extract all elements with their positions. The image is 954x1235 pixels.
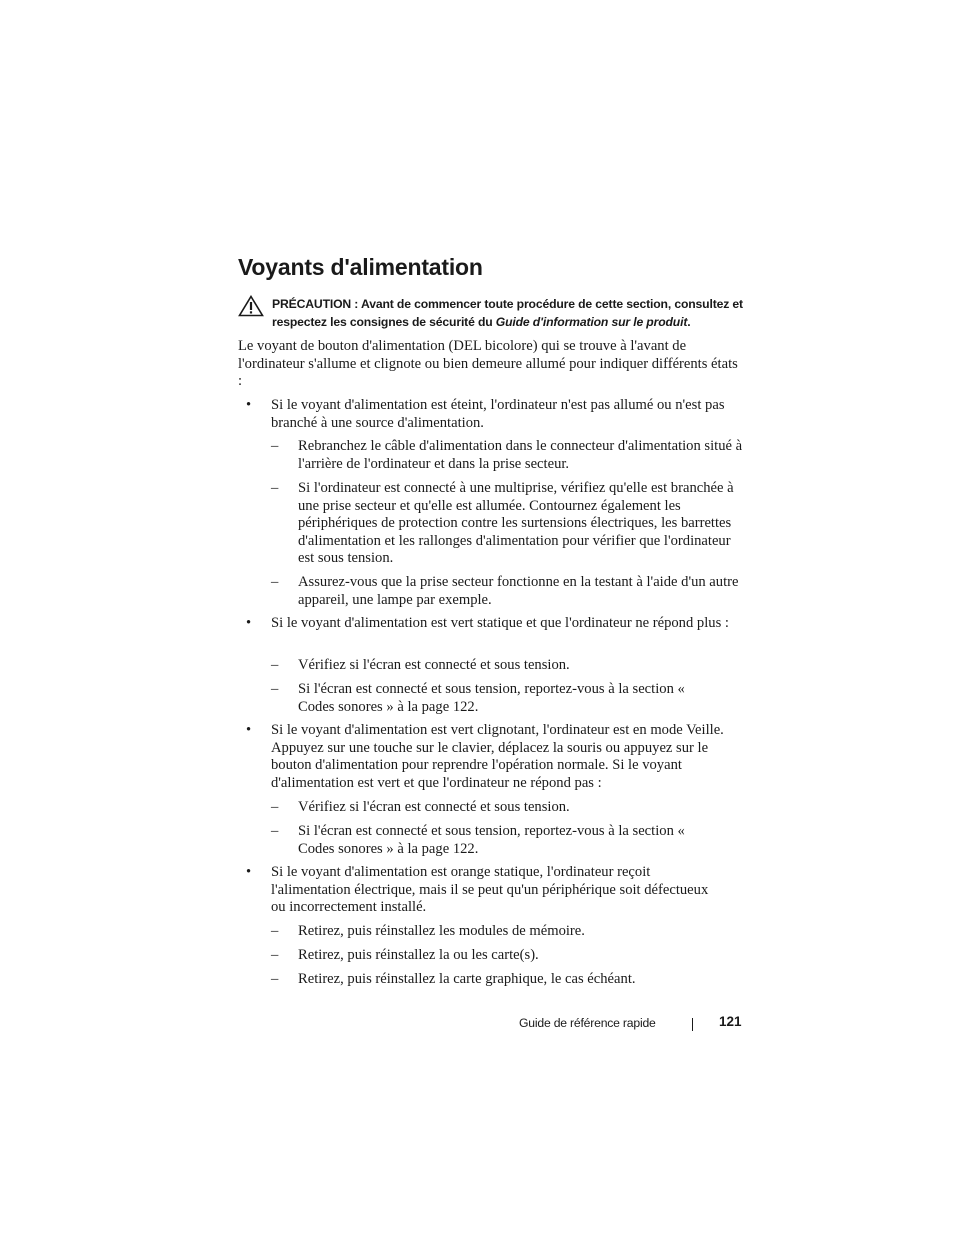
- bullet-marker: •: [246, 615, 252, 631]
- sub-list-item: Retirez, puis réinstallez la ou les carte(s).: [298, 947, 539, 963]
- bullet-marker: •: [246, 397, 252, 413]
- dash-marker: –: [271, 681, 279, 697]
- intro-paragraph: Le voyant de bouton d'alimentation (DEL bicolore) qui se trouve à l'avant de l'ordinateur s'allume et clignote ou bien demeure allumé pour indiquer différents états :: [238, 338, 738, 390]
- dash-marker: –: [271, 947, 279, 963]
- caution-notice: [238, 295, 748, 331]
- sub-list-item: Si l'écran est connecté et sous tension, reportez-vous à la section « Codes sonores » à la page 122.: [298, 823, 685, 857]
- warning-triangle-icon: [238, 295, 264, 317]
- caution-body: Avant de commencer toute procédure de cette section, consultez et respectez les consignes de sécurité du: [272, 297, 743, 329]
- bullet-marker: •: [246, 722, 252, 738]
- caution-end: .: [687, 315, 691, 329]
- list-item: Si le voyant d'alimentation est vert clignotant, l'ordinateur est en mode Veille. Appuyez sur une touche sur le clavier, déplacez la souris ou appuyez sur le bouton d'alimentation pour reprendre l'opération normale. Si le voyant d'alimentation est vert et que l'ordinateur ne répond pas :: [271, 722, 724, 791]
- list-item: Si le voyant d'alimentation est vert statique et que l'ordinateur ne répond plus :: [271, 615, 729, 631]
- sub-list-item: Vérifiez si l'écran est connecté et sous tension.: [298, 657, 570, 673]
- sub-list-item: Retirez, puis réinstallez les modules de mémoire.: [298, 923, 585, 939]
- sub-list-item: Si l'ordinateur est connecté à une multiprise, vérifiez qu'elle est branchée à une prise secteur et qu'elle est allumée. Contournez également les périphériques de protection contre les surtensions électriques, les barrettes d'alimentation et les rallonges d'alimentation pour vérifier que l'ordinateur est sous tension.: [298, 480, 734, 567]
- list-item: Si le voyant d'alimentation est orange statique, l'ordinateur reçoit l'alimentation électrique, mais il se peut qu'un périphérique soit défectueux ou incorrectement installé.: [271, 864, 709, 916]
- dash-marker: –: [271, 574, 279, 590]
- footer-guide-label: Guide de référence rapide: [519, 1016, 656, 1030]
- caution-text: [272, 295, 748, 331]
- dash-marker: –: [271, 438, 279, 454]
- dash-marker: –: [271, 971, 279, 987]
- dash-marker: –: [271, 923, 279, 939]
- sub-list-item: Retirez, puis réinstallez la carte graphique, le cas échéant.: [298, 971, 636, 987]
- guide-name: Guide d'information sur le produit: [495, 315, 688, 329]
- caution-label: PRÉCAUTION :: [272, 297, 359, 311]
- dash-marker: –: [271, 657, 279, 673]
- sub-list-item: Assurez-vous que la prise secteur fonctionne en la testant à l'aide d'un autre appareil, une lampe par exemple.: [298, 574, 739, 608]
- page-title: Voyants d'alimentation: [238, 254, 483, 280]
- footer-divider: [692, 1018, 693, 1031]
- dash-marker: –: [271, 480, 279, 496]
- page-number: 121: [719, 1014, 742, 1029]
- sub-list-item: Vérifiez si l'écran est connecté et sous tension.: [298, 799, 570, 815]
- dash-marker: –: [271, 823, 279, 839]
- sub-list-item: Si l'écran est connecté et sous tension, reportez-vous à la section « Codes sonores » à la page 122.: [298, 681, 685, 715]
- list-item: Si le voyant d'alimentation est éteint, l'ordinateur n'est pas allumé ou n'est pas branché à une source d'alimentation.: [271, 397, 725, 431]
- dash-marker: –: [271, 799, 279, 815]
- sub-list-item: Rebranchez le câble d'alimentation dans le connecteur d'alimentation situé à l'arrière de l'ordinateur et dans la prise secteur.: [298, 438, 743, 472]
- bullet-marker: •: [246, 864, 252, 880]
